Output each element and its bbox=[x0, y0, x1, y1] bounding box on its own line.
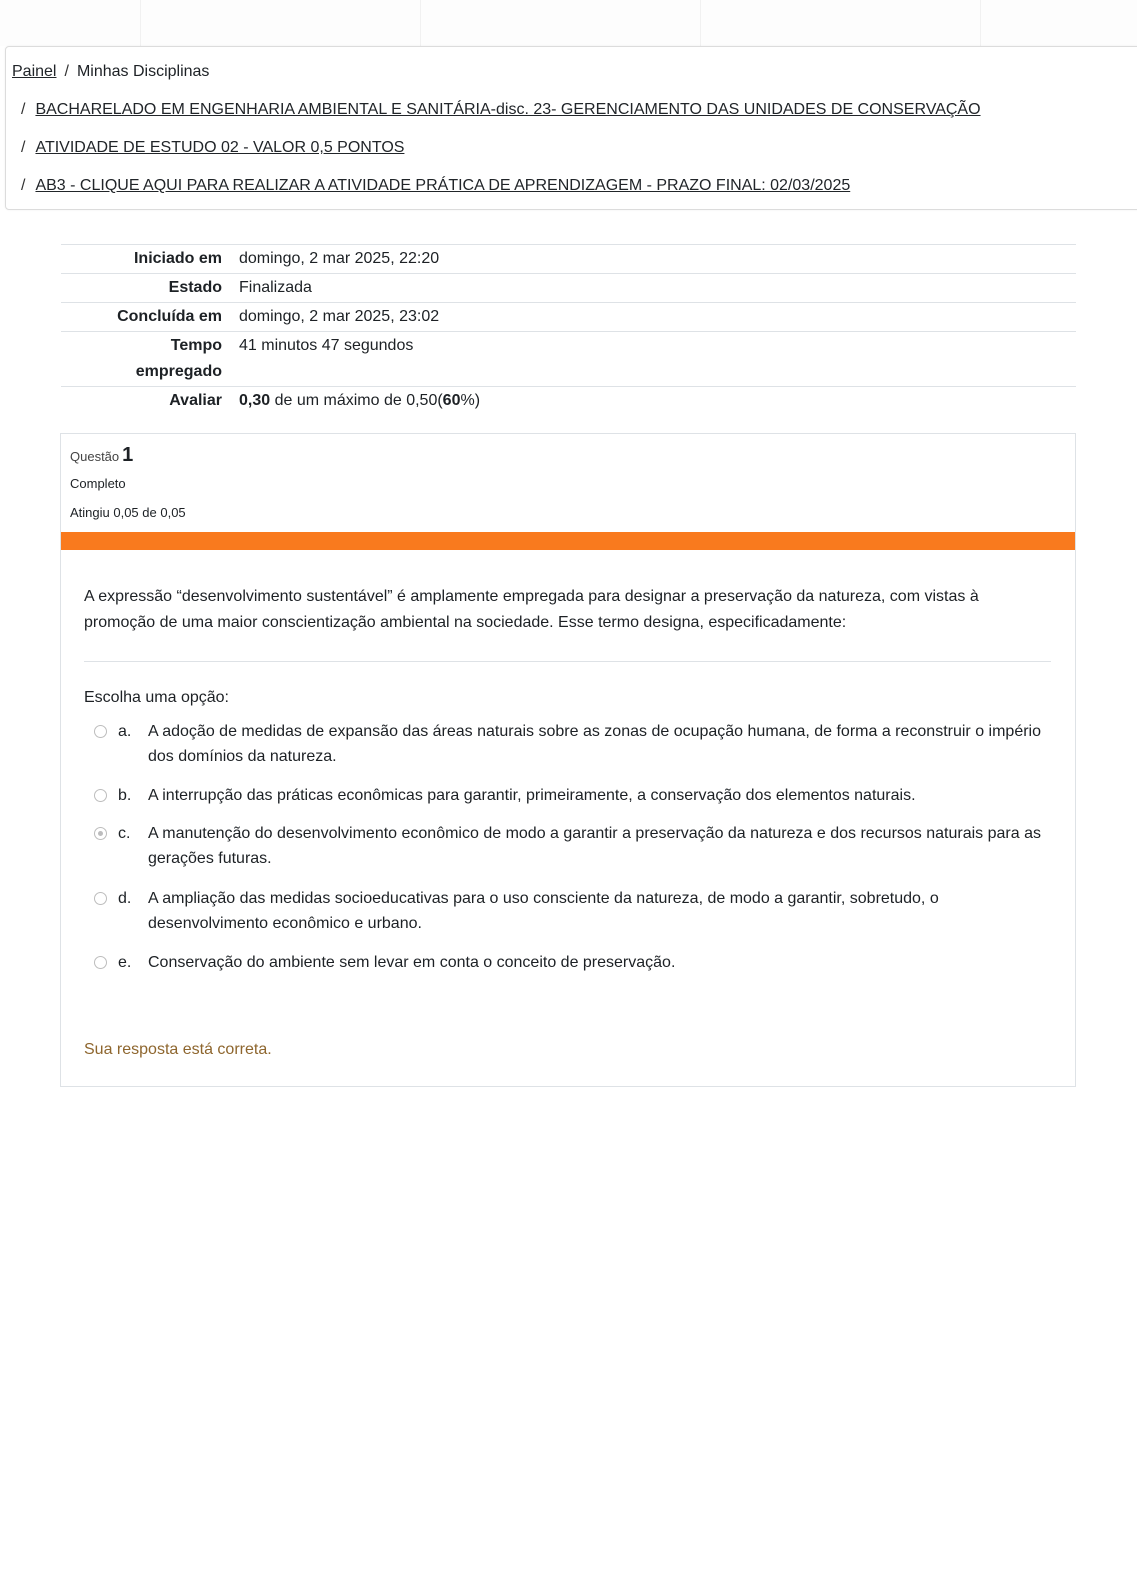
radio-icon[interactable] bbox=[94, 725, 107, 738]
breadcrumb-row-4 bbox=[21, 177, 850, 195]
breadcrumb-activity-link[interactable]: AB3 - CLIQUE AQUI PARA REALIZAR A ATIVIDADE PRÁTICA DE APRENDIZAGEM - PRAZO FINAL: 02/03/2025 bbox=[35, 177, 851, 194]
state-value: Finalizada bbox=[239, 279, 312, 296]
summary-row-time bbox=[61, 331, 1076, 386]
summary-row-grade bbox=[61, 386, 1076, 415]
summary-row-completed bbox=[61, 302, 1076, 331]
completed-value: domingo, 2 mar 2025, 23:02 bbox=[239, 308, 440, 325]
time-label-line-1: Tempo bbox=[170, 337, 222, 354]
started-value: domingo, 2 mar 2025, 22:20 bbox=[239, 250, 440, 267]
option-letter: b. bbox=[118, 787, 132, 804]
radio-icon[interactable] bbox=[94, 892, 107, 905]
started-label: Iniciado em bbox=[133, 250, 222, 267]
option-text: Conservação do ambiente sem levar em conta o conceito de preservação. bbox=[148, 954, 676, 971]
completed-label: Concluída em bbox=[117, 308, 222, 325]
breadcrumb-row-2 bbox=[21, 101, 981, 119]
option-text: A ampliação das medidas socioeducativas para o uso consciente da natureza, de modo a garantir, sobretudo, o desenvolvimento econômico e urbano. bbox=[148, 890, 939, 932]
question-header-bar bbox=[61, 532, 1075, 550]
option-letter: d. bbox=[118, 890, 132, 907]
question-grade: Atingiu 0,05 de 0,05 bbox=[70, 505, 186, 520]
breadcrumb-separator: / bbox=[64, 63, 69, 80]
breadcrumb-current: Minhas Disciplinas bbox=[76, 63, 210, 80]
breadcrumb-course-link[interactable]: BACHARELADO EM ENGENHARIA AMBIENTAL E SANITÁRIA-disc. 23- GERENCIAMENTO DAS UNIDADES DE CONSERVAÇÃO bbox=[35, 101, 981, 118]
time-label bbox=[61, 332, 222, 386]
grade-percent: 60 bbox=[442, 392, 461, 409]
question-label: Questão bbox=[70, 449, 120, 464]
breadcrumb-home-link[interactable]: Painel bbox=[12, 63, 57, 80]
answer-prompt: Escolha uma opção: bbox=[84, 689, 229, 706]
question-number bbox=[70, 444, 133, 467]
breadcrumb-row-3 bbox=[21, 139, 404, 157]
grade-mid-text: de um máximo de 0,50( bbox=[274, 392, 443, 409]
question-divider bbox=[84, 661, 1051, 662]
grade-score: 0,30 bbox=[239, 392, 271, 409]
summary-row-started bbox=[61, 244, 1076, 273]
breadcrumb-separator: / bbox=[21, 101, 26, 118]
state-label: Estado bbox=[168, 279, 222, 296]
grade-label: Avaliar bbox=[169, 392, 222, 409]
grade-end-text: %) bbox=[460, 392, 481, 409]
summary-row-state bbox=[61, 273, 1076, 302]
radio-icon[interactable] bbox=[94, 789, 107, 802]
option-text: A manutenção do desenvolvimento econômico de modo a garantir a preservação da natureza e dos recursos naturais para as gerações futuras. bbox=[148, 825, 1041, 867]
attempt-summary-table bbox=[61, 244, 1076, 415]
option-letter: a. bbox=[118, 723, 132, 740]
breadcrumb bbox=[5, 46, 1137, 210]
question-number-value: 1 bbox=[122, 444, 134, 466]
option-text: A interrupção das práticas econômicas para garantir, primeiramente, a conservação dos elementos naturais. bbox=[148, 787, 916, 804]
option-letter: e. bbox=[118, 954, 132, 971]
breadcrumb-separator: / bbox=[21, 177, 26, 194]
breadcrumb-separator: / bbox=[21, 139, 26, 156]
radio-icon[interactable] bbox=[94, 956, 107, 969]
time-value: 41 minutos 47 segundos bbox=[239, 337, 414, 354]
breadcrumb-row-1 bbox=[12, 63, 209, 81]
top-strip bbox=[0, 0, 1137, 46]
option-letter: c. bbox=[118, 825, 131, 842]
radio-checked-icon[interactable] bbox=[94, 827, 107, 840]
question-card bbox=[60, 433, 1076, 1087]
answer-feedback: Sua resposta está correta. bbox=[84, 1041, 272, 1058]
option-text: A adoção de medidas de expansão das áreas naturais sobre as zonas de ocupação humana, de forma a reconstruir o império dos domínios da natureza. bbox=[148, 723, 1041, 765]
question-text: A expressão “desenvolvimento sustentável” é amplamente empregada para designar a preservação da natureza, com vistas à promoção de uma maior conscientização ambiental na sociedade. Esse termo designa, especificadamente: bbox=[84, 588, 979, 631]
breadcrumb-section-link[interactable]: ATIVIDADE DE ESTUDO 02 - VALOR 0,5 PONTOS bbox=[35, 139, 405, 156]
question-state: Completo bbox=[70, 476, 126, 491]
grade-value bbox=[222, 387, 480, 415]
time-label-line-2: empregado bbox=[135, 363, 222, 380]
